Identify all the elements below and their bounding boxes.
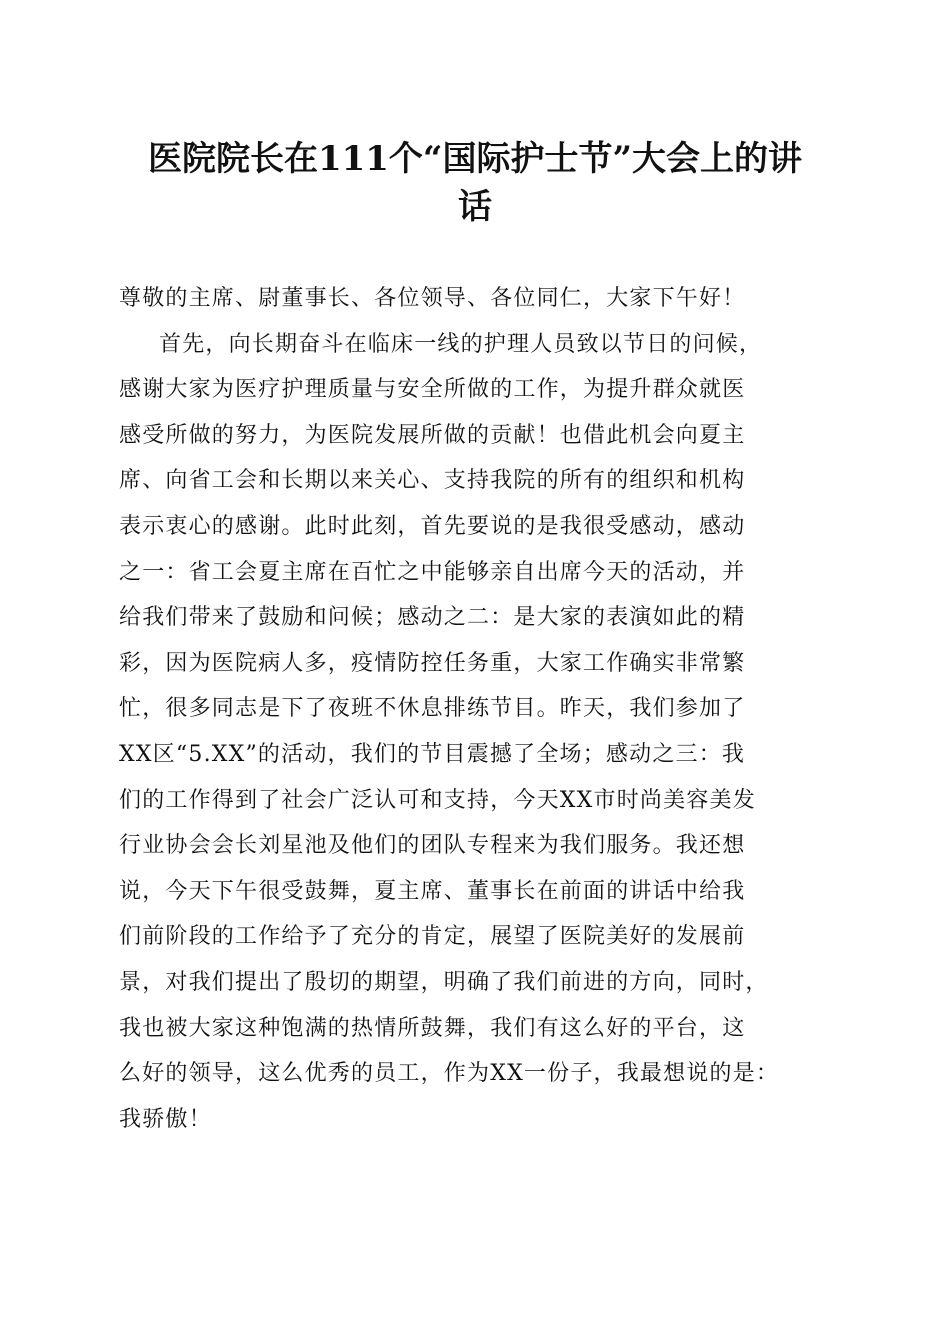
paragraph-line: 感谢大家为医疗护理质量与安全所做的工作，为提升群众就医 [119,377,746,403]
paragraph-line: 给我们带来了鼓励和问候；感动之二：是大家的表演如此的精 [119,605,746,631]
paragraph-line: 感受所做的努力，为医院发展所做的贡献！也借此机会向夏主 [119,422,746,448]
paragraph-line: 我也被大家这种饱满的热情所鼓舞，我们有这么好的平台，这 [119,1015,746,1041]
paragraph-line: 我骄傲！ [119,1106,212,1132]
title-line: 医院院长在111个“国际护士节”大会上的讲 [147,139,803,179]
paragraph-line: XX区“5.XX”的活动，我们的节目震撼了全场；感动之三：我 [119,741,746,767]
paragraph-line: 景，对我们提出了殷切的期望，明确了我们前进的方向，同时， [119,969,769,995]
paragraph-line: 表示衷心的感谢。此时此刻，首先要说的是我很受感动，感动 [119,513,746,539]
paragraph-line: 行业协会会长刘星池及他们的团队专程来为我们服务。我还想 [119,833,746,859]
document-body [119,276,839,1142]
paragraph-line: 说，今天下午很受鼓舞，夏主席、董事长在前面的讲话中给我 [119,878,746,904]
paragraph-line: 之一：省工会夏主席在百忙之中能够亲自出席今天的活动，并 [119,559,746,585]
paragraph-line: 么好的领导，这么优秀的员工，作为XX一份子，我最想说的是： [119,1061,780,1087]
paragraph-line: 彩，因为医院病人多，疫情防控任务重，大家工作确实非常繁 [119,650,746,676]
paragraph-line: 忙，很多同志是下了夜班不休息排练节目。昨天，我们参加了 [119,696,746,722]
paragraph-line: 席、向省工会和长期以来关心、支持我院的所有的组织和机构 [119,468,746,494]
paragraph-line: 首先，向长期奋斗在临床一线的护理人员致以节日的问候， [159,331,763,357]
paragraph-line: 们的工作得到了社会广泛认可和支持，今天XX市时尚美容美发 [119,787,756,813]
title-line: 话 [458,187,492,227]
greeting-line: 尊敬的主席、尉董事长、各位领导、各位同仁，大家下午好！ [119,286,746,311]
document-title [100,135,850,231]
paragraph-line: 们前阶段的工作给予了充分的肯定，展望了医院美好的发展前 [119,924,746,950]
